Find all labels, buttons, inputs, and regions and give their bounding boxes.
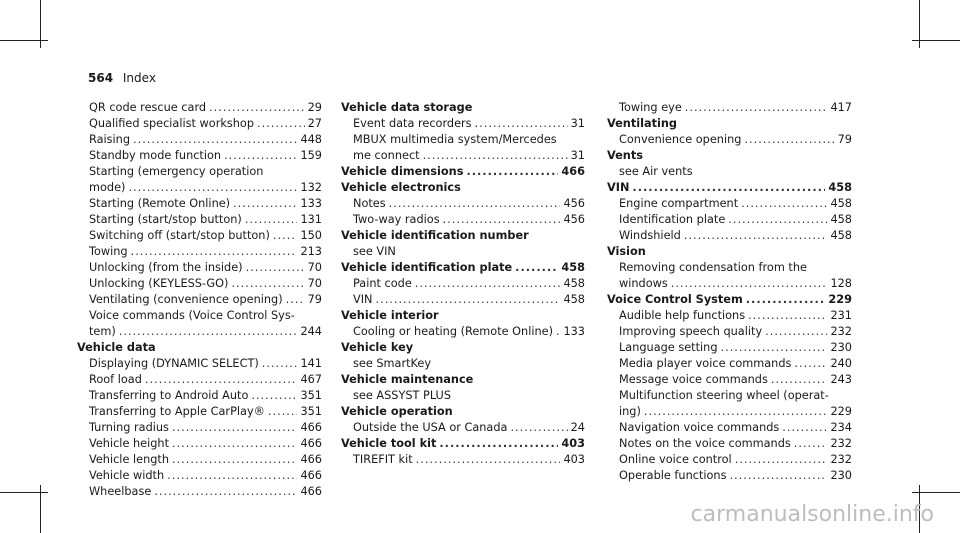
page-ref: 79 [307,293,322,306]
leader-dots [671,276,828,292]
page-ref: 466 [300,421,322,434]
index-entry [77,468,322,484]
index-entry [77,420,322,436]
leader-dots [794,356,827,372]
page-ref: 128 [830,277,852,290]
leader-dots [735,452,828,468]
page-ref: 230 [830,469,852,482]
leader-dots [644,404,828,420]
entry-text: QR code rescue card [89,101,207,114]
leader-dots [748,308,827,324]
index-heading [607,292,852,308]
index-entry [607,340,852,356]
leader-dots [262,356,298,372]
leader-dots [145,372,298,388]
index-entry [607,308,852,324]
entry-text: Online voice control [619,453,732,466]
page-ref: 31 [570,149,585,162]
page-ref: 417 [830,101,852,114]
index-entry [77,388,322,404]
leader-dots [273,228,298,244]
entry-text: Wheelbase [89,485,152,498]
page-ref: 213 [300,245,322,258]
entry-text: Vehicle height [89,437,169,450]
index-entry [607,356,852,372]
leader-dots [729,468,827,484]
page-ref: 466 [300,453,322,466]
page-ref: 232 [830,325,852,338]
index-entry: see SmartKey [353,357,432,370]
leader-dots [510,420,567,436]
index-entry [77,148,322,164]
entry-text: Unlocking (KEYLESS-GO) [89,277,229,290]
entry-text: Cooling or heating (Remote Online) [353,325,554,338]
entry-text: Navigation voice commands [619,421,780,434]
leader-dots [172,420,298,436]
leader-dots [632,180,825,196]
index-entry [607,228,852,244]
crop-mark [0,40,48,41]
page-ref: 230 [830,341,852,354]
index-heading: Vehicle operation [341,405,453,418]
index-entry [341,148,585,164]
index-entry [607,420,852,436]
page-ref: 70 [307,277,322,290]
leader-dots [439,436,558,452]
crop-mark [0,492,48,493]
entry-text: Notes on the voice commands [619,437,791,450]
page-ref: 244 [300,325,322,338]
index-entry [607,436,852,452]
page-ref: 79 [837,133,852,146]
leader-dots [771,372,828,388]
entry-text: Windshield [619,229,681,242]
entry-text: Vehicle identification plate [341,261,513,274]
entry-text: me connect [353,149,420,162]
index-entry [607,212,852,228]
entry-text: Outside the USA or Canada [353,421,508,434]
entry-text: Standby mode function [89,149,222,162]
index-heading [341,436,585,452]
index-heading: Vehicle data storage [341,101,473,114]
index-entry [77,484,322,500]
leader-dots [119,324,298,340]
leader-dots [231,276,304,292]
index-column-1 [77,100,322,500]
leader-dots [782,420,827,436]
page-ref: 159 [300,149,322,162]
leader-dots [257,116,305,132]
entry-text: Roof load [89,373,142,386]
page-ref: 133 [300,197,322,210]
index-entry [607,132,852,148]
leader-dots [466,164,558,180]
index-entry [77,260,322,276]
leader-dots [246,260,305,276]
page-ref: 24 [570,421,585,434]
index-entry [341,212,585,228]
index-entry [77,276,322,292]
leader-dots [684,228,828,244]
page-ref: 232 [830,453,852,466]
entry-text: Vehicle length [89,453,169,466]
page-ref: 351 [300,405,322,418]
index-column-3 [607,100,852,484]
entry-text: Voice Control System [607,293,743,306]
leader-dots [128,180,297,196]
index-entry [77,356,322,372]
page-ref: 467 [300,373,322,386]
page-ref: 27 [307,117,322,130]
index-column-2 [341,100,585,468]
index-entry [607,452,852,468]
index-entry [77,404,322,420]
leader-dots [744,132,834,148]
page-ref: 466 [300,469,322,482]
index-heading: Vehicle interior [341,309,439,322]
entry-text: Paint code [353,277,412,290]
leader-dots [389,196,561,212]
index-entry [607,324,852,340]
page-ref: 458 [563,277,585,290]
entry-text: Identification plate [619,213,726,226]
entry-text: Towing [89,245,128,258]
index-entry [341,324,585,340]
leader-dots [167,468,297,484]
entry-text: Language setting [619,341,718,354]
page-ref: 458 [830,197,852,210]
leader-dots [286,292,305,308]
leader-dots [556,324,560,340]
index-entry [607,372,852,388]
page-ref: 466 [300,485,322,498]
index-entry [341,196,585,212]
entry-text: Vehicle tool kit [341,437,437,450]
index-heading: Vehicle data [77,341,156,354]
page-ref: 141 [300,357,322,370]
page-ref: 403 [563,453,585,466]
index-entry [341,452,585,468]
page-ref: 456 [563,213,585,226]
page-ref: 458 [563,293,585,306]
leader-dots [245,212,298,228]
index-entry [607,276,852,292]
entry-text: VIN [607,181,630,194]
entry-text: Towing eye [619,101,682,114]
crop-mark [912,40,960,41]
index-entry [341,420,585,436]
leader-dots [233,196,297,212]
entry-text: Vehicle dimensions [341,165,464,178]
entry-text: tem) [89,325,116,338]
index-entry [607,404,852,420]
entry-text: Event data recorders [353,117,472,130]
index-entry: Removing condensation from the [619,261,807,274]
page-ref: 234 [830,421,852,434]
entry-text: Transferring to Android Auto [89,389,249,402]
index-entry [77,324,322,340]
page-ref: 458 [828,181,852,194]
leader-dots [794,436,828,452]
page-number: 564 [88,71,114,85]
index-entry [341,292,585,308]
leader-dots [154,484,297,500]
leader-dots [209,100,305,116]
page-ref: 131 [300,213,322,226]
index-entry [77,292,322,308]
index-entry: Starting (emergency operation [89,165,264,178]
index-entry: see ASSYST PLUS [353,389,451,402]
entry-text: TIREFIT kit [353,453,413,466]
index-entry [77,116,322,132]
entry-text: Audible help functions [619,309,746,322]
index-entry [77,436,322,452]
crop-mark [912,492,960,493]
index-heading [341,260,585,276]
index-entry: see VIN [353,245,396,258]
page-ref: 351 [300,389,322,402]
page-ref: 132 [300,181,322,194]
index-entry [77,452,322,468]
leader-dots [268,404,298,420]
leader-dots [251,388,297,404]
entry-text: Improving speech quality [619,325,763,338]
index-entry [77,228,322,244]
index-entry [77,372,322,388]
entry-text: Switching off (start/stop button) [89,229,270,242]
entry-text: ing) [619,405,641,418]
entry-text: windows [619,277,668,290]
index-entry [77,100,322,116]
index-entry [607,100,852,116]
leader-dots [475,116,568,132]
entry-text: Ventilating (convenience opening) [89,293,283,306]
leader-dots [685,100,828,116]
leader-dots [443,212,561,228]
leader-dots [765,324,827,340]
entry-text: Starting (start/stop button) [89,213,242,226]
index-entry [607,468,852,484]
leader-dots [515,260,558,276]
entry-text: Qualified specialist workshop [89,117,255,130]
entry-text: Message voice commands [619,373,768,386]
index-entry [77,244,322,260]
entry-text: Vehicle width [89,469,165,482]
index-heading: Vents [607,149,643,162]
entry-text: VIN [353,293,373,306]
page-ref: 456 [563,197,585,210]
page-ref: 231 [830,309,852,322]
leader-dots [416,452,561,468]
page-ref: 133 [563,325,585,338]
index-heading: Vehicle maintenance [341,373,474,386]
entry-text: Transferring to Apple CarPlay® [89,405,265,418]
entry-text: mode) [89,181,126,194]
index-entry [77,180,322,196]
index-entry: MBUX multimedia system/Mercedes [353,133,557,146]
page-ref: 232 [830,437,852,450]
index-entry: Multifunction steering wheel (operat- [619,389,829,402]
leader-dots [721,340,828,356]
entry-text: Operable functions [619,469,727,482]
index-entry [607,196,852,212]
leader-dots [172,436,297,452]
entry-text: Notes [353,197,386,210]
leader-dots [376,292,561,308]
page-ref: 448 [300,133,322,146]
leader-dots [172,452,297,468]
index-heading [341,164,585,180]
leader-dots [741,196,827,212]
leader-dots [133,132,297,148]
page-title: Index [122,71,156,85]
index-entry: Voice commands (Voice Control Sys- [89,309,295,322]
page-ref: 240 [830,357,852,370]
index-entry [341,276,585,292]
page-ref: 466 [300,437,322,450]
page-ref: 458 [561,261,585,274]
entry-text: Convenience opening [619,133,742,146]
page-ref: 229 [830,405,852,418]
index-heading: Vehicle key [341,341,414,354]
page-ref: 31 [570,117,585,130]
page-ref: 70 [307,261,322,274]
entry-text: Media player voice commands [619,357,792,370]
index-heading: Vision [607,245,646,258]
entry-text: Starting (Remote Online) [89,197,231,210]
leader-dots [746,292,826,308]
index-entry [77,212,322,228]
leader-dots [131,244,298,260]
index-entry [77,196,322,212]
page-ref: 458 [830,229,852,242]
page-ref: 403 [561,437,585,450]
entry-text: Unlocking (from the inside) [89,261,243,274]
index-heading: Ventilating [607,117,677,130]
leader-dots [423,148,568,164]
index-heading: Vehicle electronics [341,181,461,194]
leader-dots [728,212,827,228]
page-ref: 29 [307,101,322,114]
index-heading: Vehicle identification number [341,229,529,242]
index-entry [77,132,322,148]
entry-text: Two-way radios [353,213,440,226]
index-heading [607,180,852,196]
page-ref: 458 [830,213,852,226]
leader-dots [224,148,297,164]
entry-text: Raising [89,133,131,146]
leader-dots [415,276,561,292]
page-ref: 243 [830,373,852,386]
entry-text: Turning radius [89,421,169,434]
page-header [88,71,156,85]
page-ref: 466 [561,165,585,178]
page-ref: 229 [828,293,852,306]
watermark: carmanualsonline.info [690,502,934,527]
entry-text: Engine compartment [619,197,739,210]
entry-text: Displaying (DYNAMIC SELECT) [89,357,259,370]
index-entry: see Air vents [619,165,693,178]
index-entry [341,116,585,132]
page-ref: 150 [300,229,322,242]
